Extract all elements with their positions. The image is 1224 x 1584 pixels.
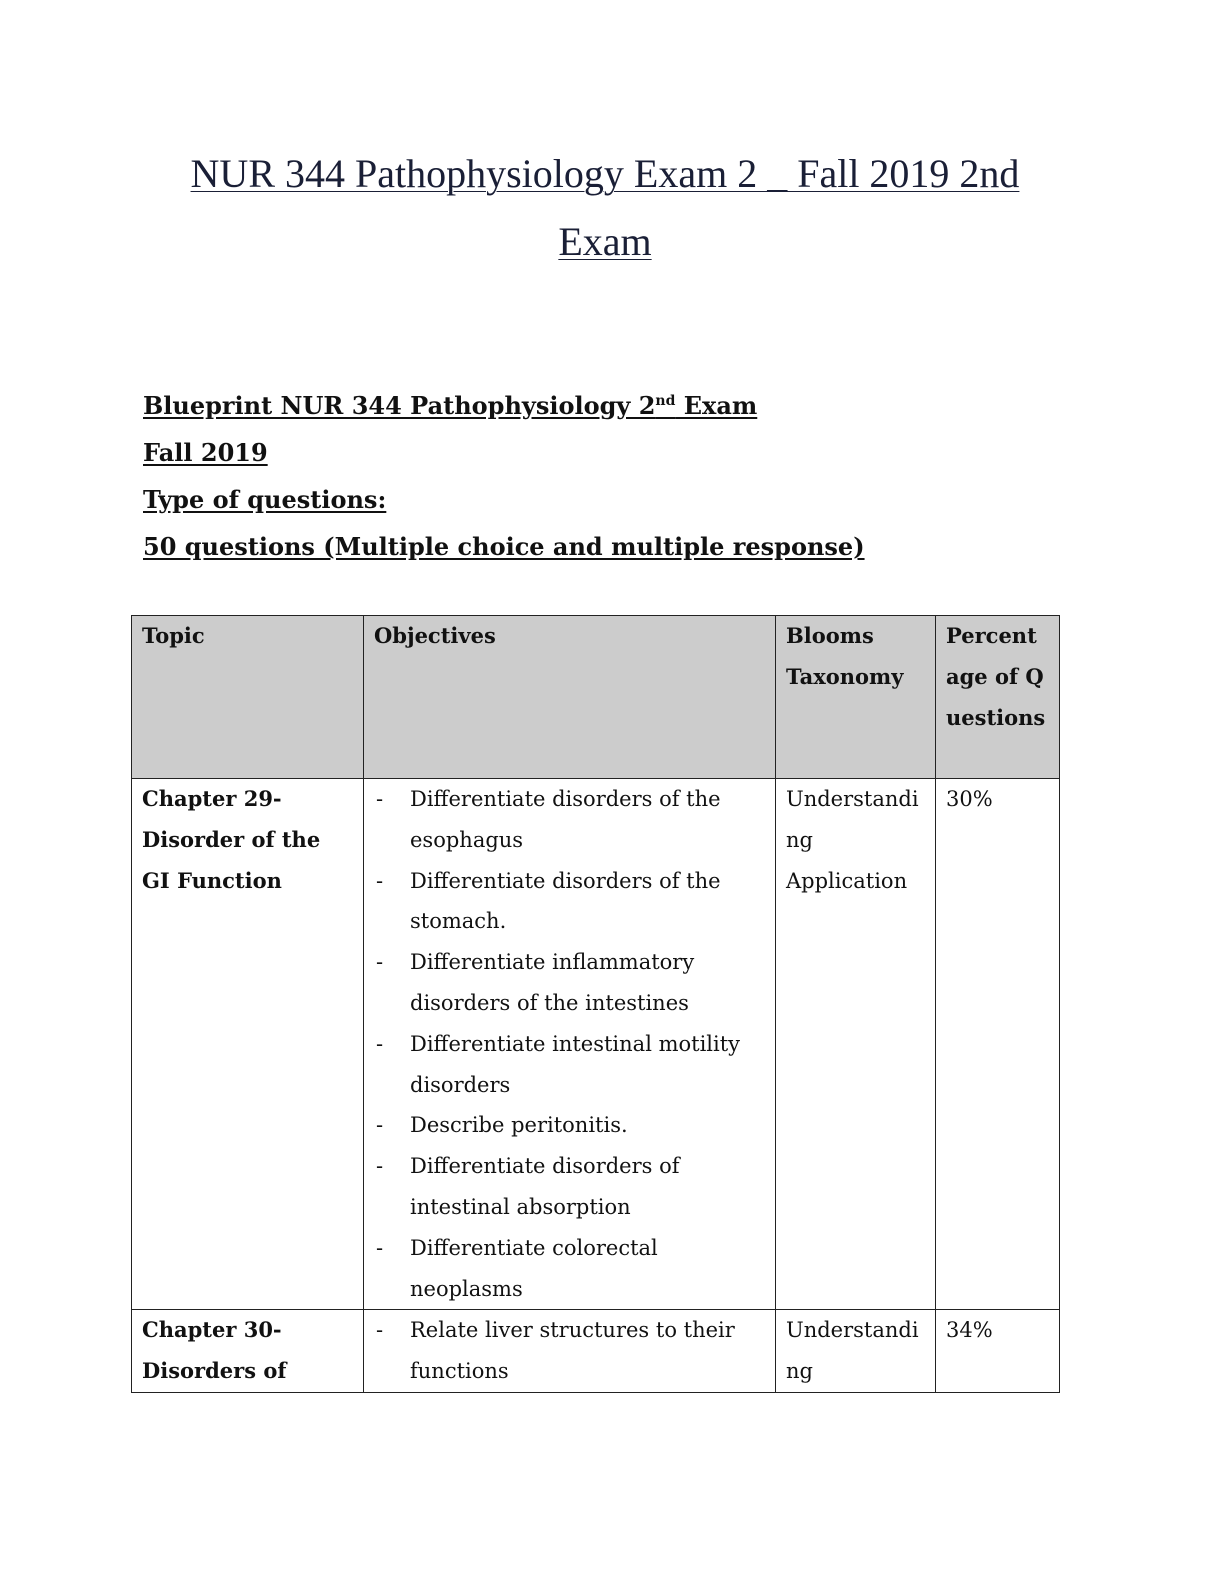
objective-text: Differentiate disorders of intestinal absorption xyxy=(410,1154,680,1219)
bullet-dash: - xyxy=(376,1318,384,1343)
topic-cell: Chapter 30- Disorders of xyxy=(132,1310,364,1393)
question-summary: 50 questions (Multiple choice and multiple response) xyxy=(143,532,865,561)
objectives-list xyxy=(374,779,765,1309)
objective-text: Describe peritonitis. xyxy=(410,1113,628,1138)
header-blooms: Blooms Taxonomy xyxy=(776,616,936,779)
header-percentage: Percentage of Questions xyxy=(936,616,1060,779)
objective-text: Differentiate colorectal neoplasms xyxy=(410,1235,658,1301)
blueprint-heading-suffix: Exam xyxy=(675,391,758,420)
blueprint-table xyxy=(131,615,1060,1393)
table-row xyxy=(132,779,1060,1310)
objectives-cell xyxy=(364,1310,776,1393)
document-title-line-1: NUR 344 Pathophysiology Exam 2 _ Fall 2019 2nd xyxy=(190,151,1020,196)
objective-text: Relate liver structures to their functions xyxy=(410,1318,735,1384)
bullet-dash: - xyxy=(376,1154,384,1179)
bullet-dash: - xyxy=(376,1235,384,1260)
table-header-row xyxy=(132,616,1060,779)
percentage-cell xyxy=(936,1310,1060,1393)
header-topic: Topic xyxy=(132,616,364,779)
objective-item xyxy=(374,861,765,943)
bullet-dash: - xyxy=(376,787,384,811)
blueprint-heading-prefix: Blueprint NUR 344 Pathophysiology 2 xyxy=(143,391,656,420)
header-objectives: Objectives xyxy=(364,616,776,779)
bullet-dash: - xyxy=(376,868,384,893)
table-row xyxy=(132,1310,1060,1393)
objective-text: Differentiate intestinal motility disorders xyxy=(410,1031,741,1097)
blooms-level: Understanding xyxy=(786,787,919,852)
objective-item xyxy=(374,1146,765,1228)
objective-item xyxy=(374,779,765,861)
percentage-value: 34% xyxy=(946,1318,993,1343)
objective-text: Differentiate inflammatory disorders of the intestines xyxy=(410,950,695,1015)
blooms-level: Understanding xyxy=(786,1318,919,1384)
blueprint-heading xyxy=(143,382,1063,429)
document-title-line-2: Exam xyxy=(558,219,652,264)
blueprint-heading-block xyxy=(143,382,1063,570)
objective-item xyxy=(374,1310,765,1392)
objective-item xyxy=(374,1228,765,1310)
bullet-dash: - xyxy=(376,950,384,975)
objectives-list xyxy=(374,1310,765,1392)
bullet-dash: - xyxy=(376,1113,384,1138)
objectives-cell xyxy=(364,779,776,1310)
blueprint-term: Fall 2019 xyxy=(143,438,268,467)
blooms-cell xyxy=(776,1310,936,1393)
question-type-label: Type of questions: xyxy=(143,485,387,514)
percentage-value: 30% xyxy=(946,787,993,811)
percentage-cell xyxy=(936,779,1060,1310)
document-title xyxy=(100,140,1110,276)
bullet-dash: - xyxy=(376,1031,384,1056)
blooms-cell xyxy=(776,779,936,1310)
objective-text: Differentiate disorders of the stomach. xyxy=(410,868,721,934)
objective-item xyxy=(374,1105,765,1146)
blooms-level: Application xyxy=(786,868,908,893)
objective-item xyxy=(374,1024,765,1106)
blueprint-heading-superscript: nd xyxy=(655,393,676,409)
objective-text: Differentiate disorders of the esophagus xyxy=(410,787,721,852)
topic-cell: Chapter 29- Disorder of the GI Function xyxy=(132,779,364,1310)
objective-item xyxy=(374,942,765,1024)
